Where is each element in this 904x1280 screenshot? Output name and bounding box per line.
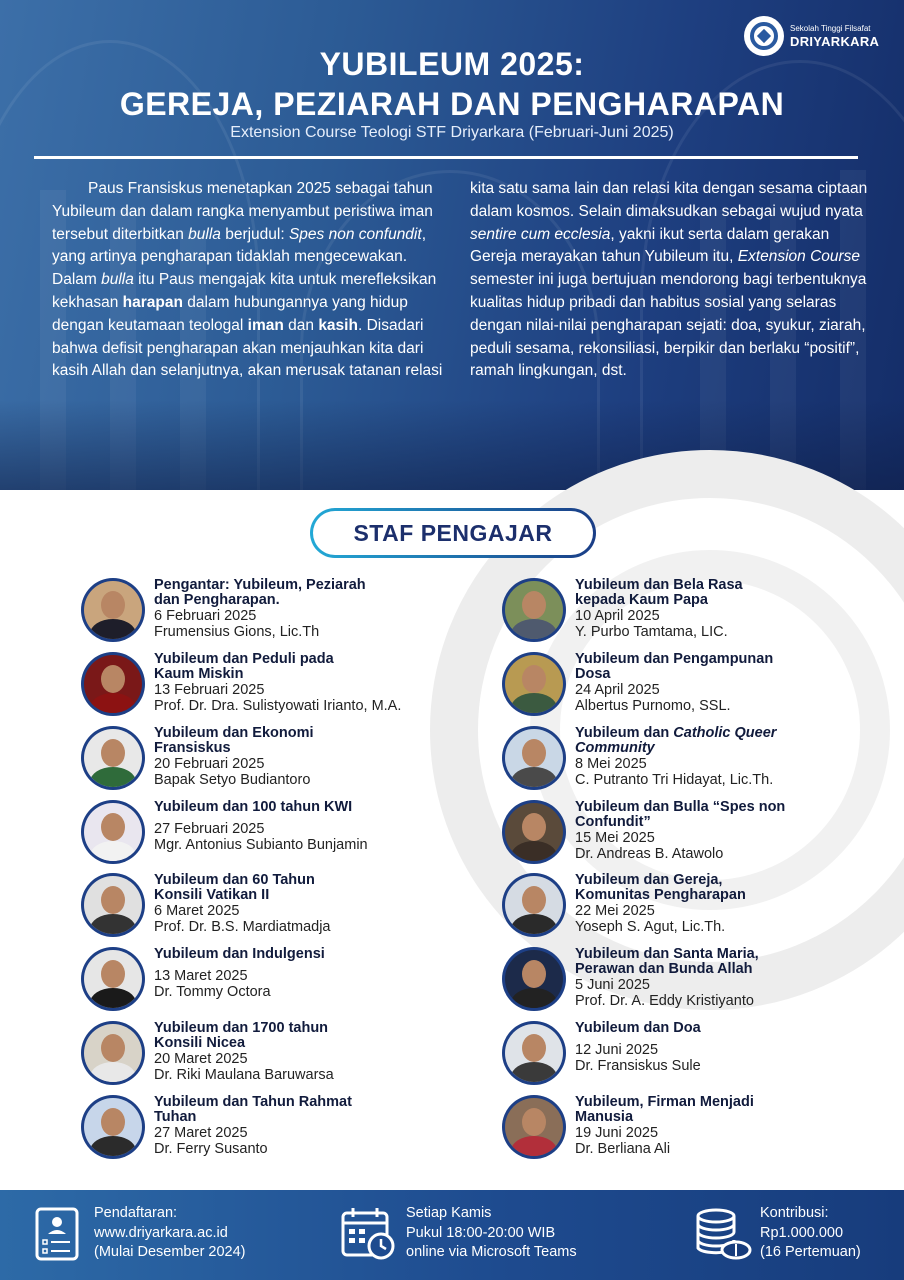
lesson-date: 22 Mei 2025 — [575, 903, 655, 919]
lesson-date: 5 Juni 2025 — [575, 977, 650, 993]
lesson-speaker: Dr. Tommy Octora — [154, 984, 271, 1000]
speaker-avatar — [502, 800, 566, 864]
lesson-item — [81, 1095, 491, 1161]
lesson-date: 27 Maret 2025 — [154, 1125, 248, 1141]
lesson-title: Yubileum dan 100 tahun KWI — [154, 799, 353, 815]
lesson-title: Yubileum dan Peduli pada — [154, 651, 334, 667]
speaker-avatar — [81, 726, 145, 790]
registration-info — [94, 1204, 246, 1263]
lesson-title-line2: Perawan dan Bunda Allah — [575, 961, 753, 977]
lesson-speaker: Albertus Purnomo, SSL. — [575, 698, 731, 714]
lesson-title-line2: Fransiskus — [154, 740, 231, 756]
page-title-line2: GEREJA, PEZIARAH DAN PENGHARAPAN — [119, 86, 785, 122]
lesson-item — [502, 578, 904, 644]
lesson-date: 8 Mei 2025 — [575, 756, 647, 772]
speaker-avatar — [502, 1021, 566, 1085]
lesson-title-line2: Tuhan — [154, 1109, 197, 1125]
speaker-avatar — [502, 578, 566, 642]
speaker-avatar — [81, 873, 145, 937]
lesson-date: 6 Februari 2025 — [154, 608, 257, 624]
footer-bar — [0, 1190, 904, 1280]
lesson-item — [502, 726, 904, 792]
lesson-date: 24 April 2025 — [575, 682, 660, 698]
intro-paragraph-right: kita satu sama lain dan relasi kita dengan sesama ciptaan dalam kosmos. Selain dimaksudkan sebagai wujud nyata sentire cum ecclesia, yakni ikut serta dalam gerakan Gereja merayakan tahun Yubileum itu, Extension Course semester ini juga bertujuan mendorong bagi terbentuknya kualitas hidup pribadi dan habitus sosial yang selaras dengan nilai-nilai pengharapan sejati: doa, syukur, ziarah, peduli sesama, rekonsiliasi, berpikir dan berlaku “positif”, ramah lingkungan, dst. — [470, 180, 868, 380]
lesson-item — [81, 726, 491, 792]
lesson-date: 15 Mei 2025 — [575, 830, 655, 846]
contribution-info — [760, 1204, 861, 1263]
lesson-title: Yubileum, Firman Menjadi — [575, 1094, 754, 1110]
lesson-title: Yubileum dan Gereja, — [575, 872, 723, 888]
intro-paragraph-left: Paus Fransiskus menetapkan 2025 sebagai tahun Yubileum dan dalam rangka menyambut peristiwa iman tersebut diterbitkan bulla berjudul: Spes non confundit, yang artinya pengharapan tidaklah mengecewakan. Dalam bulla itu Paus mengajak kita untuk merefleksikan kekhasan harapan dalam hubungannya yang hidup dengan keutamaan teologal iman dan kasih. Disadari bahwa defisit pengharapan akan menjauhkan kita dari kasih Allah dan selanjutnya, akan merusak tatanan relasi — [52, 180, 443, 380]
lesson-speaker: Dr. Andreas B. Atawolo — [575, 846, 724, 862]
lesson-title-line2: Konsili Vatikan II — [154, 887, 270, 903]
logo-small-text: Sekolah Tinggi Filsafat — [790, 23, 871, 33]
lesson-item — [81, 947, 491, 1013]
lesson-item — [502, 800, 904, 866]
lesson-date: 12 Juni 2025 — [575, 1042, 659, 1058]
lesson-speaker: Dr. Ferry Susanto — [154, 1141, 268, 1157]
lesson-item — [81, 578, 491, 644]
lesson-title: Yubileum dan Pengampunan — [575, 651, 774, 667]
speaker-avatar — [81, 1095, 145, 1159]
contribution-sessions: (16 Pertemuan) — [760, 1244, 861, 1260]
lesson-speaker: Dr. Fransiskus Sule — [575, 1058, 701, 1074]
page-subtitle: Extension Course Teologi STF Driyarkara (Februari-Juni 2025) — [230, 124, 674, 141]
lesson-title: Yubileum dan Bulla “Spes non — [575, 799, 786, 815]
lesson-speaker: Prof. Dr. A. Eddy Kristiyanto — [575, 993, 754, 1009]
registration-start: (Mulai Desember 2024) — [94, 1244, 246, 1260]
lesson-speaker: Yoseph S. Agut, Lic.Th. — [575, 919, 726, 935]
lesson-title-line2: Manusia — [575, 1109, 634, 1125]
lesson-title: Yubileum dan Bela Rasa — [575, 577, 743, 593]
speaker-avatar — [502, 873, 566, 937]
lesson-title: Yubileum dan 1700 tahun — [154, 1020, 329, 1036]
lesson-speaker: Prof. Dr. Dra. Sulistyowati Irianto, M.A. — [154, 698, 402, 714]
speaker-avatar — [502, 1095, 566, 1159]
lesson-title-line2: Konsili Nicea — [154, 1035, 246, 1051]
divider — [34, 156, 858, 159]
lesson-title: Yubileum dan Doa — [575, 1020, 701, 1036]
lesson-title-line2: Confundit” — [575, 814, 651, 830]
section-title-pill — [310, 508, 596, 558]
registration-form-icon — [34, 1206, 80, 1262]
lesson-item — [502, 1095, 904, 1161]
lesson-item — [502, 873, 904, 939]
lesson-title: Yubileum dan Santa Maria, — [575, 946, 759, 962]
lesson-title-line2: Community — [575, 740, 655, 756]
lesson-item — [502, 1021, 904, 1087]
speaker-avatar — [81, 578, 145, 642]
registration-label: Pendaftaran: — [94, 1205, 178, 1221]
lesson-item — [81, 873, 491, 939]
speaker-avatar — [502, 652, 566, 716]
lesson-title: Yubileum dan Tahun Rahmat — [154, 1094, 352, 1110]
lesson-date: 13 Maret 2025 — [154, 968, 248, 984]
lesson-date: 20 Februari 2025 — [154, 756, 265, 772]
lesson-speaker: Dr. Riki Maulana Baruwarsa — [154, 1067, 334, 1083]
lesson-item — [81, 1021, 491, 1087]
lesson-date: 13 Februari 2025 — [154, 682, 265, 698]
contribution-amount: Rp1.000.000 — [760, 1224, 844, 1241]
lesson-date: 19 Juni 2025 — [575, 1125, 659, 1141]
section-title: STAF PENGAJAR — [313, 511, 593, 555]
lesson-date: 20 Maret 2025 — [154, 1051, 248, 1067]
lesson-speaker: Mgr. Antonius Subianto Bunjamin — [154, 837, 368, 853]
lesson-title-line2: Kaum Miskin — [154, 666, 244, 682]
header-banner — [0, 0, 904, 490]
lesson-speaker: Y. Purbo Tamtama, LIC. — [575, 624, 728, 640]
speaker-avatar — [81, 800, 145, 864]
lesson-title: Yubileum dan Catholic Queer — [575, 725, 777, 741]
lesson-title-line2: Komunitas Pengharapan — [575, 887, 746, 903]
schedule-info — [406, 1204, 577, 1263]
contribution-label: Kontribusi: — [760, 1205, 829, 1221]
lesson-speaker: Dr. Berliana Ali — [575, 1141, 671, 1157]
lesson-speaker: Bapak Setyo Budiantoro — [154, 772, 311, 788]
schedule-platform: online via Microsoft Teams — [406, 1244, 577, 1260]
lesson-date: 27 Februari 2025 — [154, 821, 265, 837]
logo-name: DRIYARKARA — [790, 33, 880, 49]
speaker-avatar — [81, 652, 145, 716]
speaker-avatar — [81, 1021, 145, 1085]
schedule-time: Pukul 18:00-20:00 WIB — [406, 1224, 556, 1241]
lesson-date: 10 April 2025 — [575, 608, 660, 624]
speaker-avatar — [502, 947, 566, 1011]
lesson-title: Pengantar: Yubileum, Peziarah — [154, 577, 366, 593]
page-title-line1: YUBILEUM 2025: — [319, 46, 585, 82]
lesson-title-line2: kepada Kaum Papa — [575, 592, 708, 608]
lesson-speaker: Frumensius Gions, Lic.Th — [154, 624, 320, 640]
lesson-title: Yubileum dan 60 Tahun — [154, 872, 315, 888]
speaker-avatar — [81, 947, 145, 1011]
lesson-speaker: Prof. Dr. B.S. Mardiatmadja — [154, 919, 331, 935]
registration-url[interactable]: www.driyarkara.ac.id — [94, 1224, 228, 1241]
lesson-date: 6 Maret 2025 — [154, 903, 240, 919]
lesson-title-line2: Dosa — [575, 666, 611, 682]
lesson-item — [502, 652, 904, 718]
lesson-title: Yubileum dan Indulgensi — [154, 946, 325, 962]
lesson-item — [81, 800, 491, 866]
schedule-day: Setiap Kamis — [406, 1205, 492, 1221]
lesson-item — [502, 947, 904, 1013]
lesson-item — [81, 652, 491, 718]
coins-icon — [692, 1206, 754, 1264]
lesson-title: Yubileum dan Ekonomi — [154, 725, 314, 741]
lesson-speaker: C. Putranto Tri Hidayat, Lic.Th. — [575, 772, 774, 788]
calendar-clock-icon — [340, 1206, 398, 1262]
speaker-avatar — [502, 726, 566, 790]
lesson-title-line2: dan Pengharapan. — [154, 592, 280, 608]
